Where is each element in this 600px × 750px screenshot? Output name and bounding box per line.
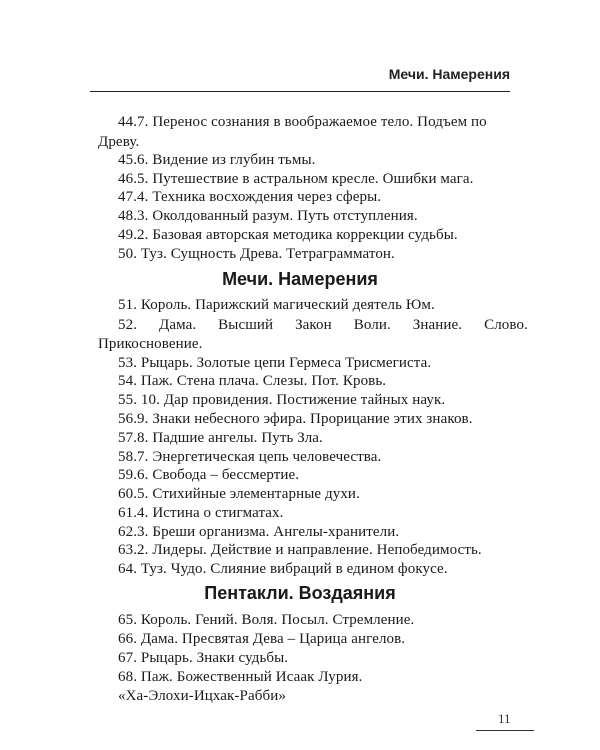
toc-line: 46.5. Путешествие в астральном кресле. Ошибки мага. <box>118 171 474 187</box>
toc-line: 60.5. Стихийные элементарные духи. <box>118 486 360 502</box>
word: Слово. <box>484 317 528 333</box>
word: Высший <box>218 317 274 333</box>
toc-line: 59.6. Свобода – бессмертие. <box>118 467 300 483</box>
header-rule <box>90 91 510 92</box>
toc-line: 44.7. Перенос сознания в воображаемое тело. Подъем по <box>118 114 487 130</box>
word: Закон <box>295 317 332 333</box>
toc-line: 65. Король. Гений. Воля. Посыл. Стремление. <box>118 612 415 628</box>
toc-line: 51. Король. Парижский магический деятель Юм. <box>118 297 435 313</box>
toc-line: 54. Паж. Стена плача. Слезы. Пот. Кровь. <box>118 373 387 389</box>
section-heading-pentacles: Пентакли. Воздаяния <box>204 583 396 603</box>
toc-line: 47.4. Техника восхождения через сферы. <box>118 189 382 205</box>
toc-line: 64. Туз. Чудо. Слияние вибраций в едином фокусе. <box>118 561 448 577</box>
toc-line: 53. Рыцарь. Золотые цепи Гермеса Трисмегиста. <box>118 355 432 371</box>
word: Знание. <box>412 317 463 333</box>
toc-line-justified <box>118 315 528 335</box>
toc-line: 61.4. Истина о стигматах. <box>118 505 284 521</box>
toc-line: 58.7. Энергетическая цепь человечества. <box>118 449 382 465</box>
toc-line: 67. Рыцарь. Знаки судьбы. <box>118 650 289 666</box>
toc-line: 48.3. Околдованный разум. Путь отступления. <box>118 208 418 224</box>
running-head: Мечи. Намерения <box>388 66 510 82</box>
word: Воли. <box>353 317 391 333</box>
toc-line: Прикосновение. <box>98 336 203 352</box>
toc-line: 49.2. Базовая авторская методика коррекции судьбы. <box>118 227 458 243</box>
page-number: 11 <box>498 711 511 726</box>
toc-line: 56.9. Знаки небесного эфира. Прорицание этих знаков. <box>118 411 473 427</box>
toc-line: 55. 10. Дар провидения. Постижение тайных наук. <box>118 392 446 408</box>
toc-line: «Ха-Элохи-Ицхак-Рабби» <box>118 688 286 704</box>
toc-line: Древу. <box>98 134 140 150</box>
toc-line: 66. Дама. Пресвятая Дева – Царица ангелов. <box>118 631 406 647</box>
toc-line: 45.6. Видение из глубин тьмы. <box>118 152 316 168</box>
toc-line: 68. Паж. Божественный Исаак Лурия. <box>118 669 363 685</box>
section-heading-swords: Мечи. Намерения <box>222 269 378 289</box>
toc-line: 57.8. Падшие ангелы. Путь Зла. <box>118 430 323 446</box>
toc-line: 63.2. Лидеры. Действие и направление. Непобедимость. <box>118 542 482 558</box>
toc-line: 62.3. Бреши организма. Ангелы-хранители. <box>118 524 400 540</box>
word: 52. <box>118 317 138 333</box>
footer-rule <box>476 730 534 731</box>
word: Дама. <box>159 317 197 333</box>
toc-line: 50. Туз. Сущность Древа. Тетраграмматон. <box>118 246 395 262</box>
